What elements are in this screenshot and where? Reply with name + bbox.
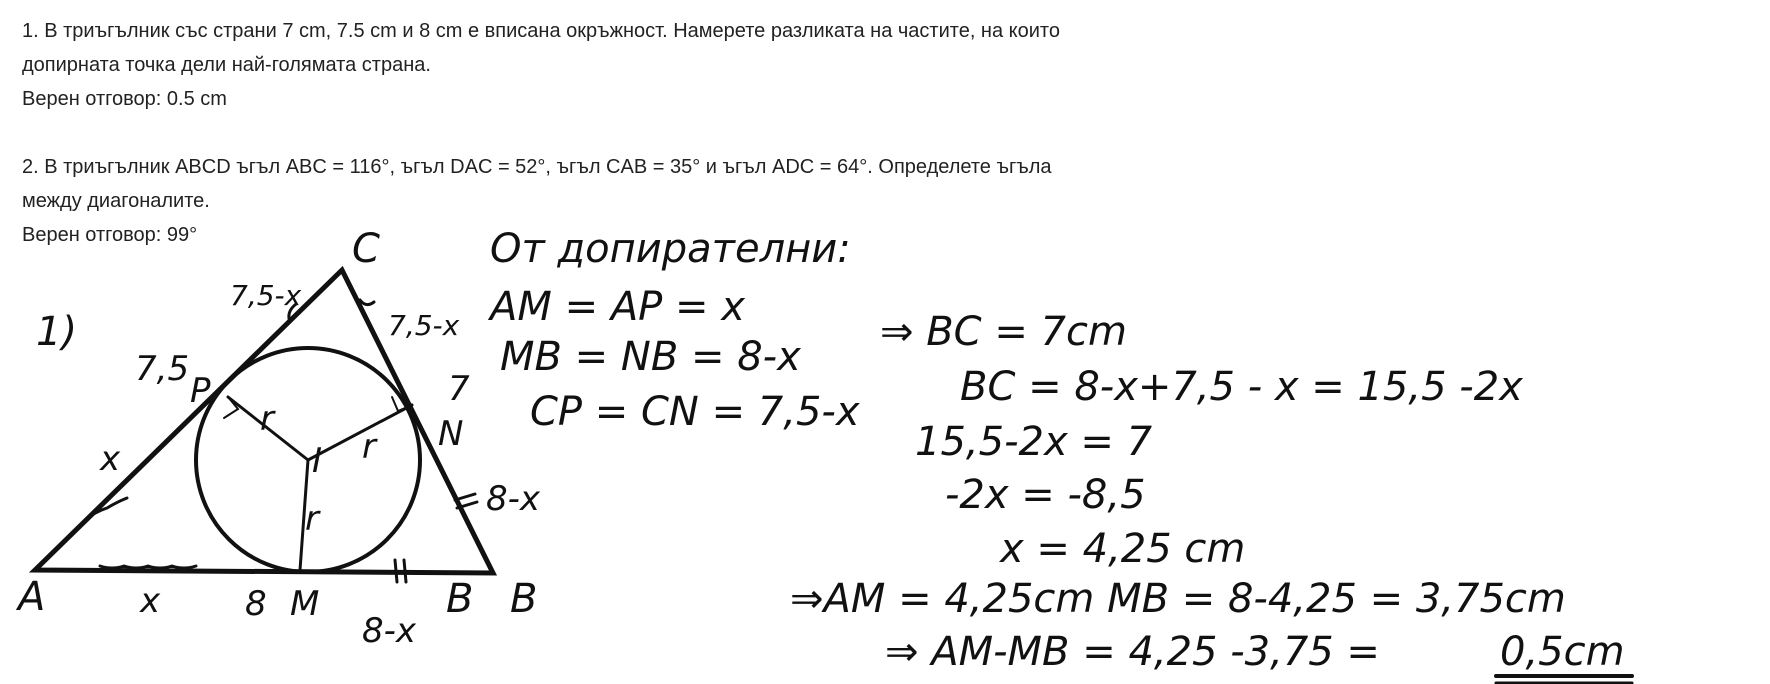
vertex-a-label: A <box>18 574 46 620</box>
segment-ap-label: x <box>100 439 121 479</box>
problem-2-answer: Верен отговор: 99° <box>22 224 198 246</box>
solution-work <box>487 226 1632 683</box>
final-answer: 0,5cm <box>1500 629 1625 675</box>
result-am-mb: ⇒AM = 4,25cm MB = 8-4,25 = 3,75cm <box>790 576 1566 622</box>
segment-am-label: x <box>140 581 161 621</box>
radius-label-2: r <box>362 427 376 467</box>
radius-to-n <box>308 405 412 460</box>
equation-3: CP = CN = 7,5-x <box>530 389 860 435</box>
equation-6: -2x = -8,5 <box>945 472 1146 518</box>
equation-2: MB = NB = 8-x <box>500 334 801 380</box>
point-n-label: N <box>438 414 464 454</box>
equation-1: AM = AP = x <box>490 284 745 330</box>
result-bc: ⇒ BC = 7cm <box>880 309 1127 355</box>
sketch-label-1: 1) <box>36 309 78 355</box>
side-bc-value: 7 <box>448 369 470 409</box>
radius-label-1: r <box>260 399 274 439</box>
tick-mark-mb-2 <box>404 560 406 582</box>
problem-2-statement-line1: 2. В триъгълник ABCD ъгъл ABC = 116°, ъгъл DAC = 52°, ъгъл CAB = 35° и ъгъл ADC = 64°. Определете ъгъла <box>22 156 1052 178</box>
tick-mark-nb-1 <box>455 494 475 500</box>
point-m-label: M <box>290 584 320 624</box>
vertex-c-label: C <box>352 226 380 272</box>
segment-nb-label: 8-x <box>486 479 541 519</box>
side-ac-value: 7,5 <box>135 349 190 389</box>
vertex-b-label-extra: B <box>446 576 474 622</box>
equation-4: BC = 8-x+7,5 - x = 15,5 -2x <box>960 364 1523 410</box>
equation-5: 15,5-2x = 7 <box>915 419 1153 465</box>
point-i-label: I <box>312 441 323 481</box>
tick-mark-mb-1 <box>395 560 397 582</box>
triangle-sketch <box>15 226 541 651</box>
vertex-b-label: B <box>510 576 538 622</box>
result-difference: ⇒ AM-MB = 4,25 -3,75 = <box>885 629 1380 675</box>
solution-heading: От допирателни: <box>490 226 851 272</box>
radius-label-3: r <box>305 499 319 539</box>
right-angle-mark-p <box>224 397 238 418</box>
side-ab-value: 8 <box>245 584 267 624</box>
problem-2-statement-line2: между диагоналите. <box>22 190 210 212</box>
segment-mb-label: 8-x <box>362 611 417 651</box>
problem-1-answer: Верен отговор: 0.5 cm <box>22 88 227 110</box>
tick-mark-cn <box>360 300 374 305</box>
tick-mark-am <box>100 566 196 568</box>
equation-7: x = 4,25 cm <box>1000 526 1246 572</box>
segment-cn-label: 7,5-x <box>388 309 460 342</box>
problem-1-statement-line1: 1. В триъгълник със страни 7 cm, 7.5 cm и 8 cm е вписана окръжност. Намерете разликата на частите, на които <box>22 20 1060 42</box>
problem-1-statement-line2: допирната точка дели най-голямата страна. <box>22 54 431 76</box>
point-p-label: P <box>190 371 211 411</box>
segment-cp-label: 7,5-x <box>230 279 302 312</box>
